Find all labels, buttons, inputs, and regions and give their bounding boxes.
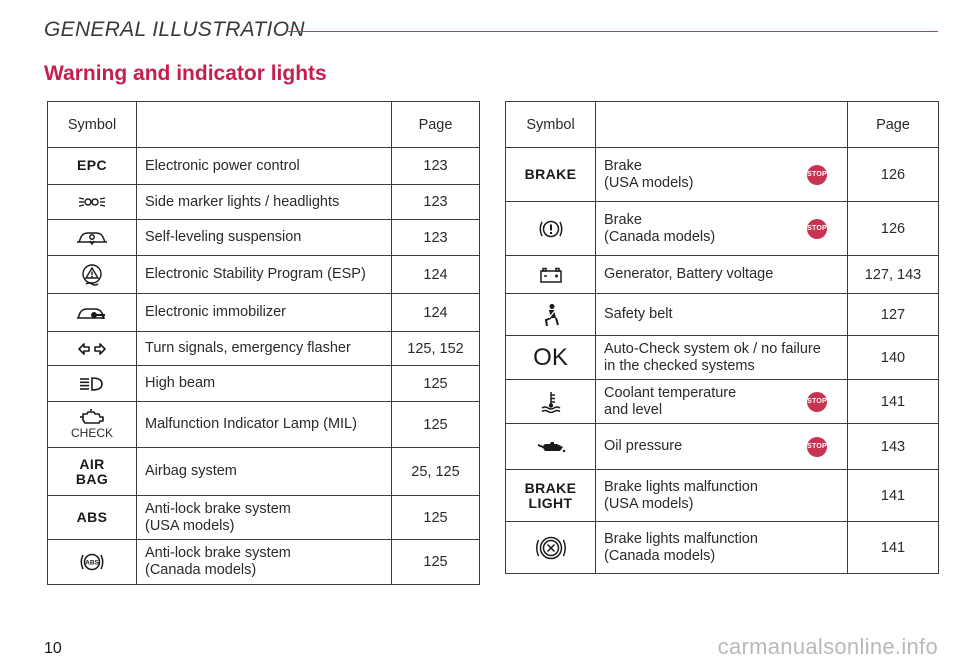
description-line2: (Canada models): [145, 562, 257, 578]
page-cell: 126: [848, 148, 939, 202]
symbol-cell: [48, 402, 137, 448]
brake-light-circle-icon: [535, 534, 567, 562]
description-cell: [137, 540, 392, 585]
table-header-row: [506, 102, 939, 148]
side-marker-icon: [78, 194, 106, 210]
description-line1: Brake lights malfunction: [604, 478, 758, 495]
leveling-suspension-icon: [76, 229, 108, 247]
symbol-cell: [506, 294, 596, 336]
symbol-column-header: Symbol: [506, 102, 596, 148]
stop-icon: STOP: [807, 392, 827, 412]
svg-text:ABS: ABS: [85, 559, 99, 567]
page-header: [44, 18, 938, 48]
page-column-header: Page: [392, 102, 480, 148]
brake-light-symbol-line2: LIGHT: [528, 494, 573, 511]
high-beam-icon: [79, 376, 105, 392]
abs-circle-icon: [78, 550, 106, 574]
header-rule: [288, 31, 938, 32]
page-cell: 125: [392, 540, 480, 585]
page-cell: 124: [392, 294, 480, 332]
page-cell: 25, 125: [392, 448, 480, 496]
table-row: [506, 380, 939, 424]
section-title: Warning and indicator lights: [44, 62, 327, 85]
symbol-cell: [48, 185, 137, 220]
stop-icon: STOP: [807, 219, 827, 239]
description-column-header: [596, 102, 848, 148]
symbol-cell: [506, 470, 596, 522]
description-cell: [596, 424, 848, 470]
table-header-row: [48, 102, 480, 148]
description-cell: [137, 496, 392, 540]
page-cell: 125: [392, 402, 480, 448]
description-line2: (Canada models): [604, 228, 716, 245]
description-text: Oil pressure: [604, 438, 683, 454]
header-title: GENERAL ILLUSTRATION: [44, 18, 305, 41]
table-row: [48, 332, 480, 366]
symbol-cell: [506, 256, 596, 294]
symbol-cell: [48, 256, 137, 294]
epc-symbol: EPC: [77, 157, 107, 173]
symbol-cell: [506, 424, 596, 470]
page-cell: 141: [848, 470, 939, 522]
warning-lights-table-right: [505, 101, 939, 574]
symbol-cell: [48, 220, 137, 256]
description-line1: Brake: [604, 211, 642, 228]
seat-belt-icon: [541, 303, 561, 327]
table-row: [48, 496, 480, 540]
symbol-column-header: Symbol: [48, 102, 137, 148]
description-line1: Auto-Check system ok / no failure: [604, 340, 821, 357]
description-column-header: [137, 102, 392, 148]
page-cell: 126: [848, 202, 939, 256]
table-row: [48, 256, 480, 294]
battery-icon: [539, 267, 563, 283]
table-row: [48, 185, 480, 220]
brake-symbol: BRAKE: [524, 165, 577, 182]
description-line1: Coolant temperature: [604, 384, 737, 401]
table-row: [48, 148, 480, 185]
page-cell: 125: [392, 366, 480, 402]
description-cell: Turn signals, emergency flasher: [137, 332, 392, 366]
page-column-header: Page: [848, 102, 939, 148]
description-cell: [596, 202, 848, 256]
description-line1: Anti-lock brake system: [145, 500, 291, 517]
description-line2: (USA models): [604, 174, 694, 191]
symbol-cell: [506, 522, 596, 574]
immobilizer-icon: [76, 304, 108, 322]
page-cell: 127, 143: [848, 256, 939, 294]
symbol-cell: [48, 540, 137, 585]
ok-symbol: OK: [533, 343, 568, 371]
description-cell: Airbag system: [137, 448, 392, 496]
page-cell: 127: [848, 294, 939, 336]
description-cell: [596, 522, 848, 574]
page-cell: 140: [848, 336, 939, 380]
table-row: [506, 424, 939, 470]
description-line1: Brake lights malfunction: [604, 530, 758, 547]
airbag-symbol-line1: AIR: [79, 455, 105, 472]
symbol-cell: [48, 366, 137, 402]
symbol-cell: [48, 448, 137, 496]
table-row: [48, 220, 480, 256]
page-cell: 141: [848, 522, 939, 574]
description-line2: (USA models): [604, 495, 694, 512]
description-cell: [596, 470, 848, 522]
symbol-cell: [506, 202, 596, 256]
abs-symbol: ABS: [76, 508, 108, 525]
description-cell: High beam: [137, 366, 392, 402]
warning-lights-table-left: [47, 101, 480, 585]
table-row: [506, 148, 939, 202]
engine-check-icon: [79, 409, 105, 425]
page-cell: 123: [392, 148, 480, 185]
page-cell: 143: [848, 424, 939, 470]
page-cell: 124: [392, 256, 480, 294]
page-number: 10: [44, 640, 62, 657]
brake-circle-icon: [536, 217, 566, 241]
symbol-cell: [48, 294, 137, 332]
table-row: [48, 294, 480, 332]
description-cell: Safety belt: [596, 294, 848, 336]
description-cell: Electronic immobilizer: [137, 294, 392, 332]
symbol-cell: [506, 336, 596, 380]
esp-icon: [80, 263, 104, 287]
table-row: [506, 336, 939, 380]
description-cell: [596, 148, 848, 202]
table-row: [48, 402, 480, 448]
description-cell: Self-leveling suspension: [137, 220, 392, 256]
check-label: CHECK: [70, 426, 113, 441]
description-cell: Side marker lights / headlights: [137, 185, 392, 220]
description-cell: Electronic power control: [137, 148, 392, 185]
table-row: [48, 448, 480, 496]
airbag-symbol-line2: BAG: [75, 470, 109, 487]
description-cell: [596, 380, 848, 424]
page-cell: 123: [392, 185, 480, 220]
table-row: [506, 202, 939, 256]
turn-signal-icon: [78, 342, 106, 356]
description-cell: [596, 336, 848, 380]
table-row: [506, 256, 939, 294]
symbol-cell: [48, 496, 137, 540]
oil-can-icon: [536, 440, 566, 454]
description-cell: Malfunction Indicator Lamp (MIL): [137, 402, 392, 448]
table-row: [506, 522, 939, 574]
description-line2: in the checked systems: [604, 357, 755, 374]
description-cell: Electronic Stability Program (ESP): [137, 256, 392, 294]
page-cell: 123: [392, 220, 480, 256]
description-line2: (USA models): [145, 517, 235, 534]
brake-light-symbol-line1: BRAKE: [524, 479, 577, 496]
symbol-cell: [48, 332, 137, 366]
table-row: [506, 470, 939, 522]
description-line1: Brake: [604, 157, 642, 174]
symbol-cell: [506, 380, 596, 424]
coolant-icon: [540, 391, 562, 413]
page-cell: 125: [392, 496, 480, 540]
watermark: carmanualsonline.info: [717, 634, 938, 659]
description-line2: (Canada models): [604, 547, 716, 564]
page-cell: 141: [848, 380, 939, 424]
description-line1: Anti-lock brake system: [145, 545, 291, 561]
page-cell: 125, 152: [392, 332, 480, 366]
table-row: [506, 294, 939, 336]
stop-icon: STOP: [807, 437, 827, 457]
description-line2: and level: [604, 401, 663, 418]
symbol-cell: [506, 148, 596, 202]
symbol-cell: [48, 148, 137, 185]
table-row: [48, 366, 480, 402]
description-cell: Generator, Battery voltage: [596, 256, 848, 294]
stop-icon: STOP: [807, 165, 827, 185]
table-row: [48, 540, 480, 585]
